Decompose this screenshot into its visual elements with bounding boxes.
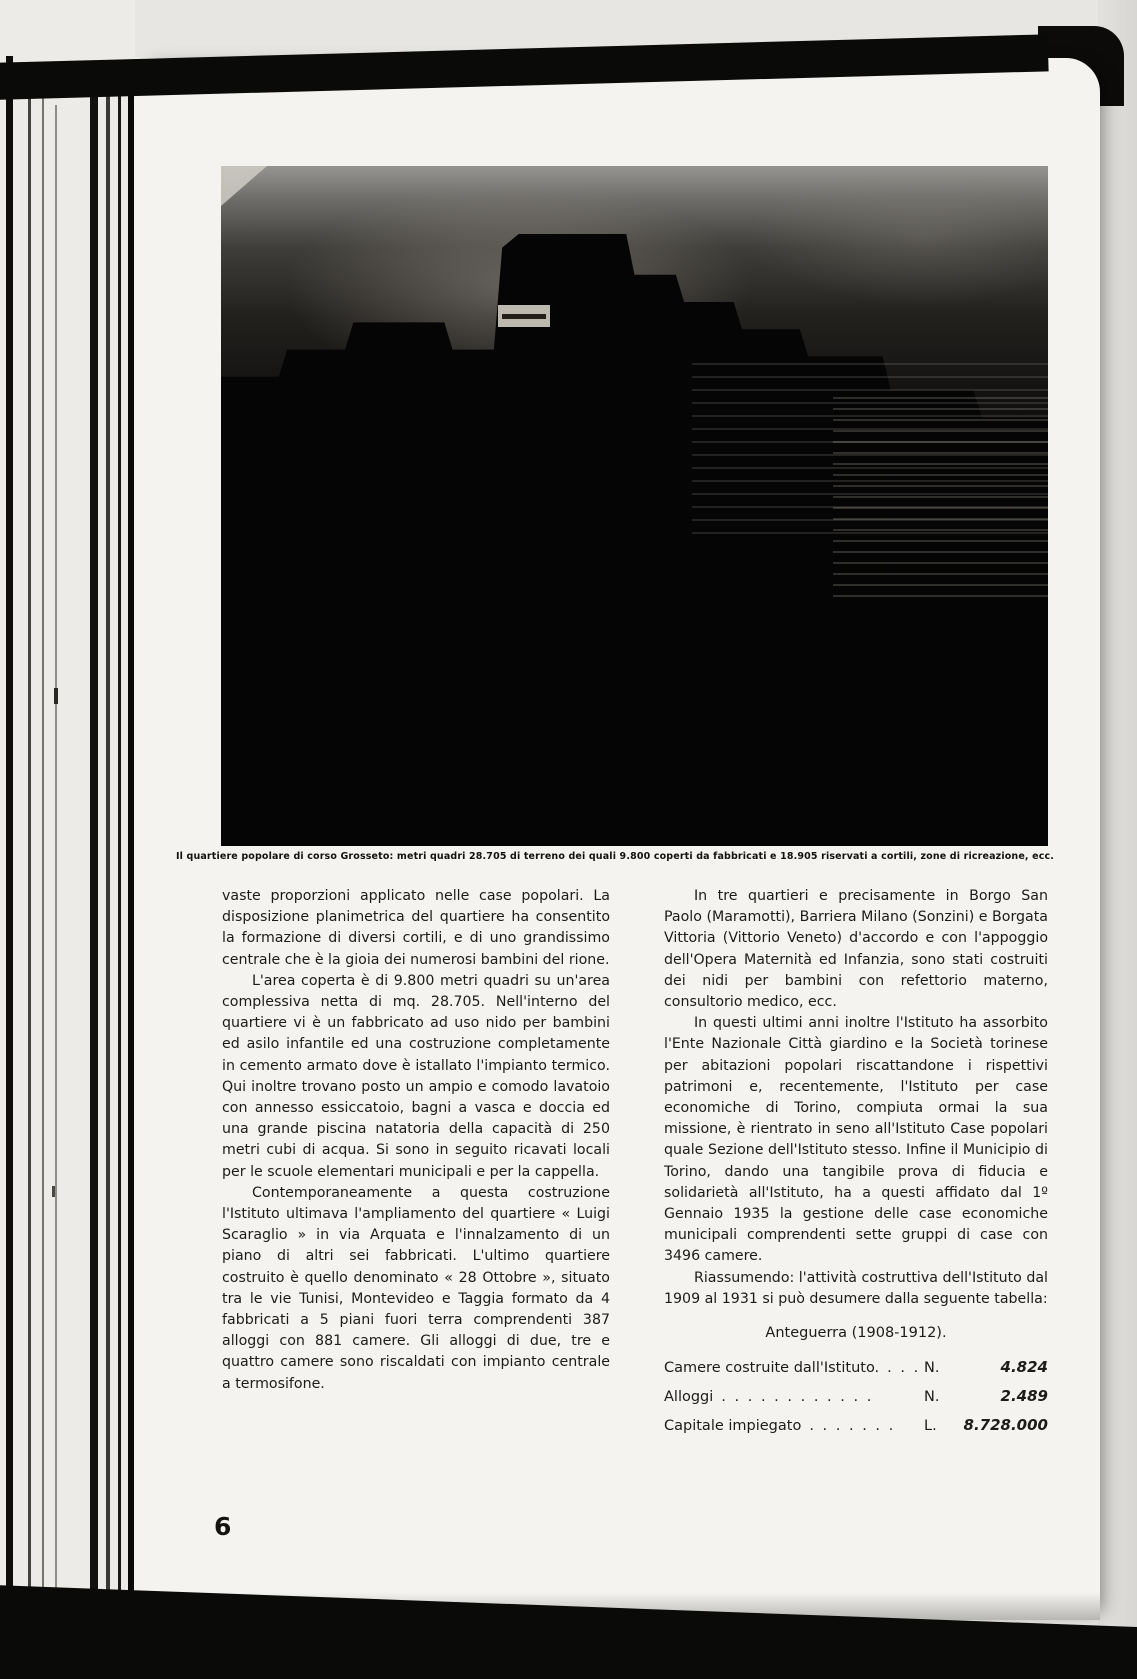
table-row: [664, 1353, 1048, 1382]
dot-leader: . . . . . . .: [809, 1418, 896, 1435]
page-edge-line: [28, 78, 31, 1623]
housing-block-photo: [221, 166, 1048, 846]
page-edge-line: [6, 56, 13, 1628]
table-row-label: Alloggi: [664, 1389, 714, 1406]
page-edge-line: [42, 92, 44, 1617]
dot-leader: . . .: [887, 1360, 921, 1377]
photo-caption: Il quartiere popolare di corso Grosseto: metri quadri 28.705 di terreno dei quali 9.800 coperti da fabbricati e 18.905 riservati a cortili, zone di ricreazione, ecc.: [175, 851, 1055, 862]
table-row-label: Camere costruite dall'Istituto.: [664, 1360, 880, 1377]
table-row-value: 8.728.000: [963, 1416, 1048, 1435]
paragraph: Riassumendo: l'attività costruttiva dell'Istituto dal 1909 al 1931 si può desumere dalla seguente tabella:: [664, 1269, 1048, 1307]
table-row-value: 4.824: [1000, 1358, 1048, 1377]
paragraph: L'area coperta è di 9.800 metri quadri su un'area complessiva netta di mq. 28.705. Nell'interno del quartiere vi è un fabbricato ad uso nido per bambini ed asilo infantile ed una costruzione completamente in cemento armato dove è istallato l'impianto termico. Qui inoltre trovano posto un ampio e comodo lavatoio con annesso essiccatoio, bagni a vasca e doccia ed una grande piscina natatoria della capacità di 250 metri cubi di acqua. Si sono in seguito ricavati locali per le scuole elementari municipali e per la cappella.: [222, 972, 610, 1180]
table-row-unit: L.: [924, 1418, 937, 1435]
page-edge-line: [118, 84, 121, 1652]
page-edge-line: [55, 105, 57, 1613]
scan-artifact: [54, 688, 58, 704]
paragraph: In tre quartieri e precisamente in Borgo San Paolo (Maramotti), Barriera Milano (Sonzini) e Borgata Vittoria (Vittorio Veneto) d'accordo e con l'appoggio dell'Opera Maternità ed Infanzia, sono stati costruiti dei nidi per bambini con refettorio materno, consultorio medico, ecc.: [664, 888, 1048, 1011]
photo-white-sign: [498, 305, 550, 327]
table-heading: Anteguerra (1908-1912).: [765, 1325, 947, 1342]
table-row-unit: N.: [924, 1360, 940, 1377]
table-row: [664, 1411, 1048, 1440]
page-number: 6: [214, 1512, 232, 1541]
paragraph: In questi ultimi anni inoltre l'Istituto ha assorbito l'Ente Nazionale Città giardino e la Società torinese per abitazioni popolari riscattandone i rispettivi patrimoni e, recentemente, l'Istituto per case economiche di Torino, compiuta ormai la sua missione, è rientrato in seno all'Istituto Case popolari quale Sezione dell'Istituto stesso. Infine il Municipio di Torino, dando una tangibile prova di fiducia e solidarietà all'Istituto, ha a questi affidato dal 1º Gennaio 1935 la gestione delle case economiche municipali comprendenti sette gruppi di case con 3496 camere.: [664, 1015, 1048, 1265]
table-row-value: 2.489: [1000, 1387, 1048, 1406]
book-edge-lines: [0, 0, 135, 1679]
page-edge-line: [90, 66, 98, 1648]
table-row-label: Capitale impiegato: [664, 1418, 802, 1435]
paragraph: vaste proporzioni applicato nelle case popolari. La disposizione planimetrica del quartiere ha consentito la formazione di diversi cortili, e di uno grandissimo centrale che è la gioia dei numerosi bambini del rione.: [222, 888, 610, 968]
scan-right-gutter: [1098, 0, 1137, 1679]
scan-artifact: [52, 1186, 55, 1197]
table-row: [664, 1382, 1048, 1411]
text-column-right: [664, 886, 1048, 1440]
table-row-unit: N.: [924, 1389, 940, 1406]
dot-leader: . . . . . . . . . . . .: [721, 1389, 874, 1406]
photo-window-bands: [833, 397, 1048, 601]
text-column-left: [222, 886, 610, 1395]
page-edge-line: [106, 82, 110, 1647]
paragraph: Contemporaneamente a questa costruzione l'Istituto ultimava l'ampliamento del quartiere « Luigi Scaraglio » in via Arquata e l'innalzamento di un piano di altri sei fabbricati. L'ultimo quartiere costruito è quello denominato « 28 Ottobre », situato tra le vie Tunisi, Montevideo e Taggia formato da 4 fabbricati a 5 piani fuori terra comprendenti 387 alloggi con 881 camere. Gli alloggi di due, tre e quattro camere sono riscaldati con impianto centrale a termosifone.: [222, 1184, 610, 1392]
